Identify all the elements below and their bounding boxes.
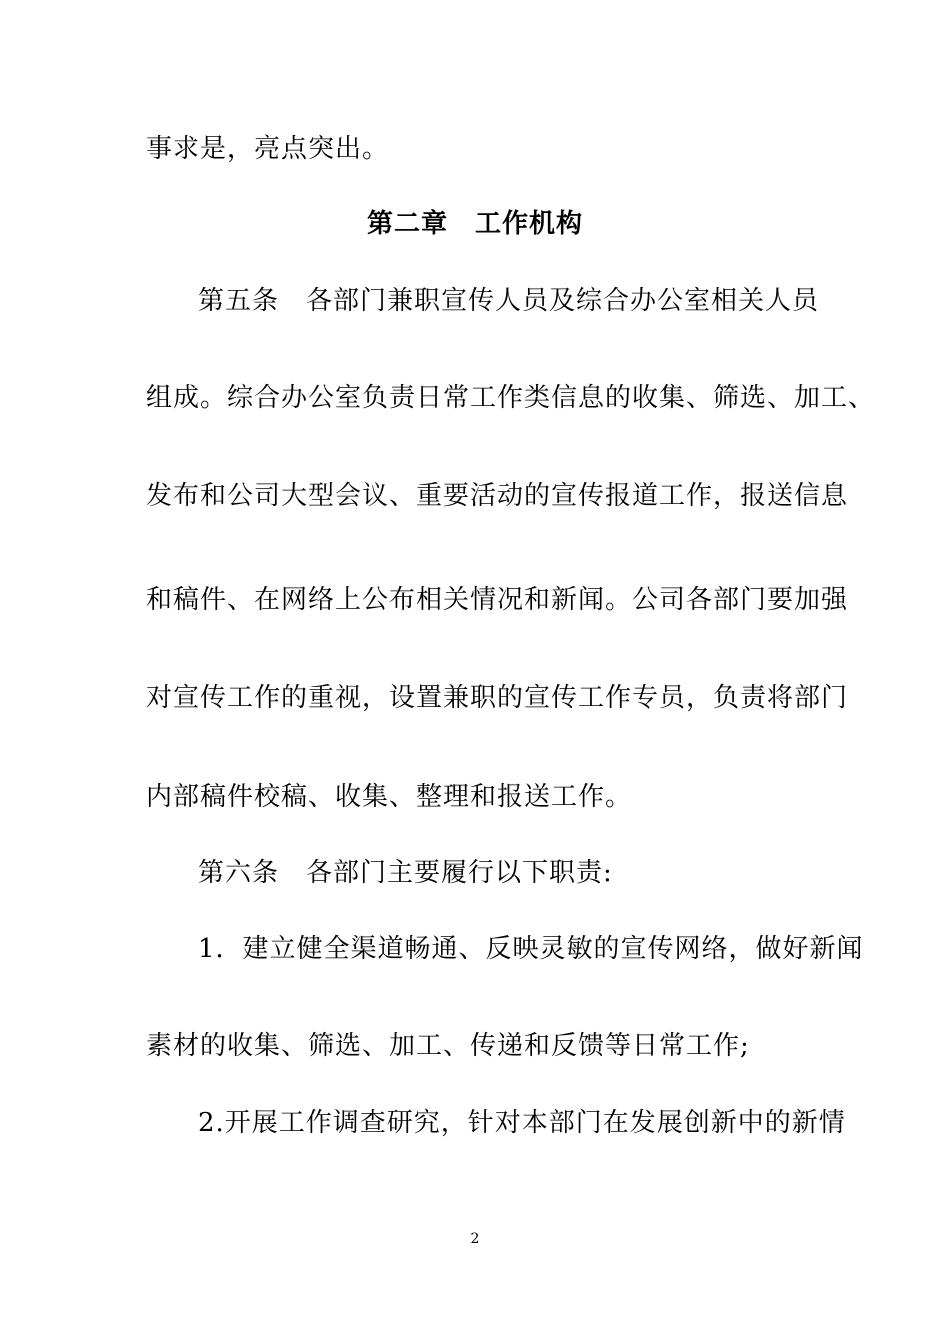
paragraph-line: 1．建立健全渠道畅通、反映灵敏的宣传网络，做好新闻: [198, 934, 864, 964]
paragraph-line: 对宣传工作的重视，设置兼职的宣传工作专员，负责将部门: [146, 683, 849, 713]
paragraph-line: 和稿件、在网络上公布相关情况和新闻。公司各部门要加强: [146, 585, 849, 615]
page-number: 2: [470, 1231, 480, 1247]
paragraph-line: 第六条 各部门主要履行以下职责:: [198, 858, 613, 888]
chapter-heading: 第二章 工作机构: [366, 209, 583, 239]
paragraph-line: 第五条 各部门兼职宣传人员及综合办公室相关人员: [198, 286, 820, 316]
paragraph-line: 事求是，亮点突出。: [146, 134, 390, 164]
paragraph-line: 2.开展工作调查研究，针对本部门在发展创新中的新情: [198, 1108, 846, 1138]
paragraph-line: 内部稿件校稿、收集、整理和报送工作。: [146, 782, 633, 812]
paragraph-line: 组成。综合办公室负责日常工作类信息的收集、筛选、加工、: [146, 383, 876, 413]
paragraph-line: 发布和公司大型会议、重要活动的宣传报道工作，报送信息: [146, 481, 849, 511]
paragraph-line: 素材的收集、筛选、加工、传递和反馈等日常工作;: [146, 1031, 750, 1061]
